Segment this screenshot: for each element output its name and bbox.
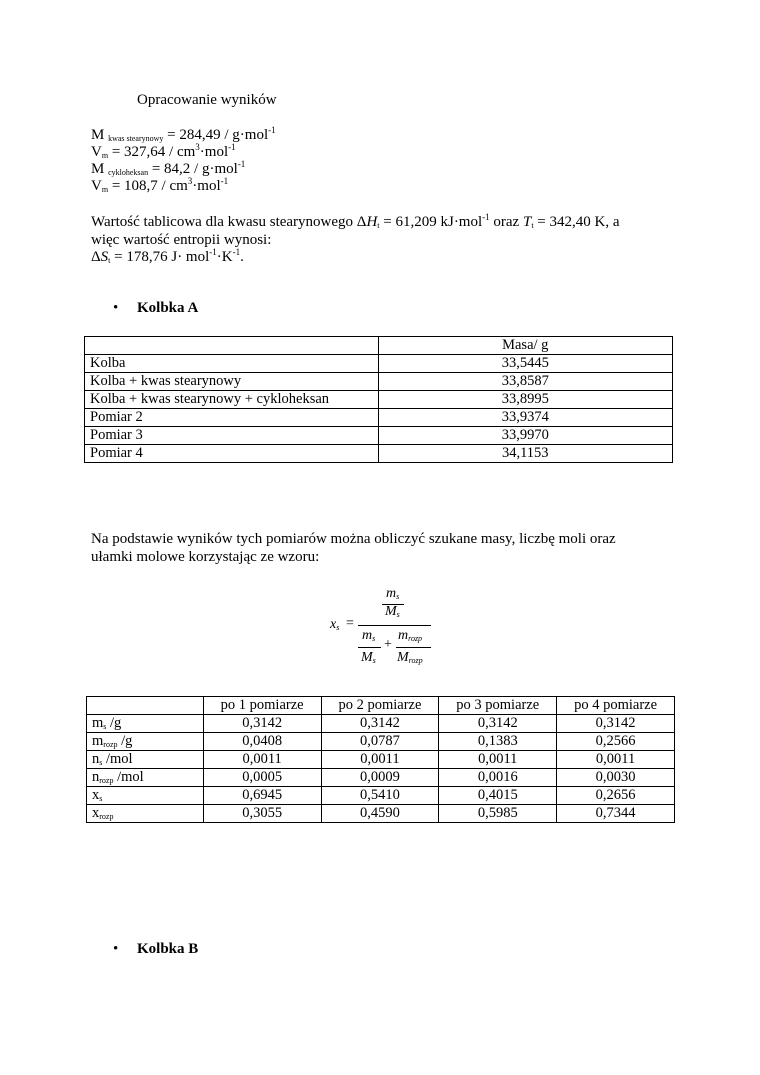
table-cell: 0,2566: [557, 733, 675, 751]
formula-equals: =: [346, 616, 354, 631]
table-row: [87, 769, 675, 787]
formula-bot-den2: $M_{rozp}$: [397, 650, 423, 665]
molar-volume-stearic: $V_m = 327,64 / cm^3\cdot mol^{-1}$: [91, 142, 236, 160]
molar-mass-cyclohexane: M $_{cykloheksan}$ = 84,2 / g·mol$^{-1}$: [91, 159, 246, 177]
formula-bot-num2: $m_{rozp}$: [398, 628, 423, 643]
table-header-cell: po 4 pomiarze: [557, 697, 675, 715]
table-cell: 33,5445: [378, 355, 672, 373]
table-cell: 0,4015: [439, 787, 557, 805]
table-row: [85, 409, 673, 427]
table-cell: 0,3142: [203, 715, 321, 733]
table-row: [87, 733, 675, 751]
formula-bot-num1: $m_s$: [362, 628, 376, 643]
row-label: $n_s$ /mol: [87, 751, 204, 769]
results-table-b: [86, 696, 675, 823]
mass-table-a: [84, 336, 673, 463]
table-cell: 0,3142: [439, 715, 557, 733]
table-cell: 0,0016: [439, 769, 557, 787]
table-row: [85, 355, 673, 373]
table-header-cell: po 3 pomiarze: [439, 697, 557, 715]
table-header-cell: po 2 pomiarze: [321, 697, 439, 715]
row-label: $x_s$: [87, 787, 204, 805]
table-row: [87, 751, 675, 769]
table-header-cell: [87, 697, 204, 715]
formula-top-num: $m_s$: [386, 586, 400, 601]
table-header-row: [87, 697, 675, 715]
table-cell: 33,8995: [378, 391, 672, 409]
table-cell: 33,9374: [378, 409, 672, 427]
paragraph-line1: Na podstawie wyników tych pomiarów można obliczyć szukane masy, liczbę moli oraz: [91, 531, 616, 547]
table-header-cell: Masa/ g: [378, 337, 672, 355]
table-cell: 0,7344: [557, 805, 675, 823]
row-label: $m_{rozp}$ /g: [87, 733, 204, 751]
table-value-line1: Wartość tablicowa dla kwasu stearynowego $\Delta H_t = 61,209$ kJ·mol$^{-1}$ oraz $T_t = 342,40$ K, a: [91, 212, 620, 230]
table-cell: 0,3142: [557, 715, 675, 733]
table-cell: Pomiar 2: [85, 409, 379, 427]
formula-plus: +: [384, 637, 392, 652]
table-cell: 0,2656: [557, 787, 675, 805]
table-cell: 0,3142: [321, 715, 439, 733]
table-cell: 33,9970: [378, 427, 672, 445]
table-row: [87, 805, 675, 823]
section-title-kolbka-b: Kolbka B: [137, 941, 199, 957]
paragraph-line2: ułamki molowe korzystając ze wzoru:: [91, 549, 320, 565]
table-cell: 0,5985: [439, 805, 557, 823]
table-cell: Pomiar 4: [85, 445, 379, 463]
table-cell: 34,1153: [378, 445, 672, 463]
bullet-icon: •: [113, 300, 119, 316]
table-row: [85, 445, 673, 463]
table-row: [87, 787, 675, 805]
molar-mass-stearic: M $_{kwas stearynowy}$ = 284,49 / g·mol$^{-1}$: [91, 125, 276, 143]
fraction-line: [396, 647, 431, 648]
row-label: $m_s$ /g: [87, 715, 204, 733]
table-cell: 0,0009: [321, 769, 439, 787]
table-cell: Pomiar 3: [85, 427, 379, 445]
table-header-row: [85, 337, 673, 355]
fraction-line: [358, 647, 381, 648]
table-cell: Kolba + kwas stearynowy: [85, 373, 379, 391]
table-header-cell: po 1 pomiarze: [203, 697, 321, 715]
formula-top-den: $M_s$: [385, 604, 400, 619]
page-title: Opracowanie wyników: [137, 92, 277, 108]
table-cell: 0,1383: [439, 733, 557, 751]
table-cell: 0,0011: [321, 751, 439, 769]
table-cell: 0,6945: [203, 787, 321, 805]
table-row: [85, 427, 673, 445]
table-cell: Kolba: [85, 355, 379, 373]
fraction-line-main: [358, 625, 431, 626]
table-header-cell: [85, 337, 379, 355]
formula-x: $x_s$: [330, 617, 340, 632]
table-row: [85, 391, 673, 409]
section-title-kolbka-a: Kolbka A: [137, 300, 199, 316]
table-row: [85, 373, 673, 391]
formula-bot-den1: $M_s$: [361, 650, 376, 665]
row-label: $x_{rozp}$: [87, 805, 204, 823]
table-cell: Kolba + kwas stearynowy + cykloheksan: [85, 391, 379, 409]
table-cell: 0,0005: [203, 769, 321, 787]
table-cell: 0,0011: [439, 751, 557, 769]
table-cell: 0,0408: [203, 733, 321, 751]
table-row: [87, 715, 675, 733]
table-cell: 0,0030: [557, 769, 675, 787]
table-cell: 0,0011: [203, 751, 321, 769]
table-cell: 0,4590: [321, 805, 439, 823]
table-cell: 33,8587: [378, 373, 672, 391]
table-cell: 0,3055: [203, 805, 321, 823]
table-cell: 0,0787: [321, 733, 439, 751]
molar-volume-cyclohexane: $V_m = 108,7 / cm^3\cdot mol^{-1}$: [91, 176, 229, 194]
bullet-icon: •: [113, 941, 119, 957]
table-cell: 0,5410: [321, 787, 439, 805]
table-value-line2: więc wartość entropii wynosi:: [91, 232, 272, 248]
table-cell: 0,0011: [557, 751, 675, 769]
row-label: $n_{rozp}$ /mol: [87, 769, 204, 787]
entropy-value: $\Delta S_t = 178,76$ $J\cdot mol^{-1}\cdot K^{-1}$.: [91, 247, 244, 265]
